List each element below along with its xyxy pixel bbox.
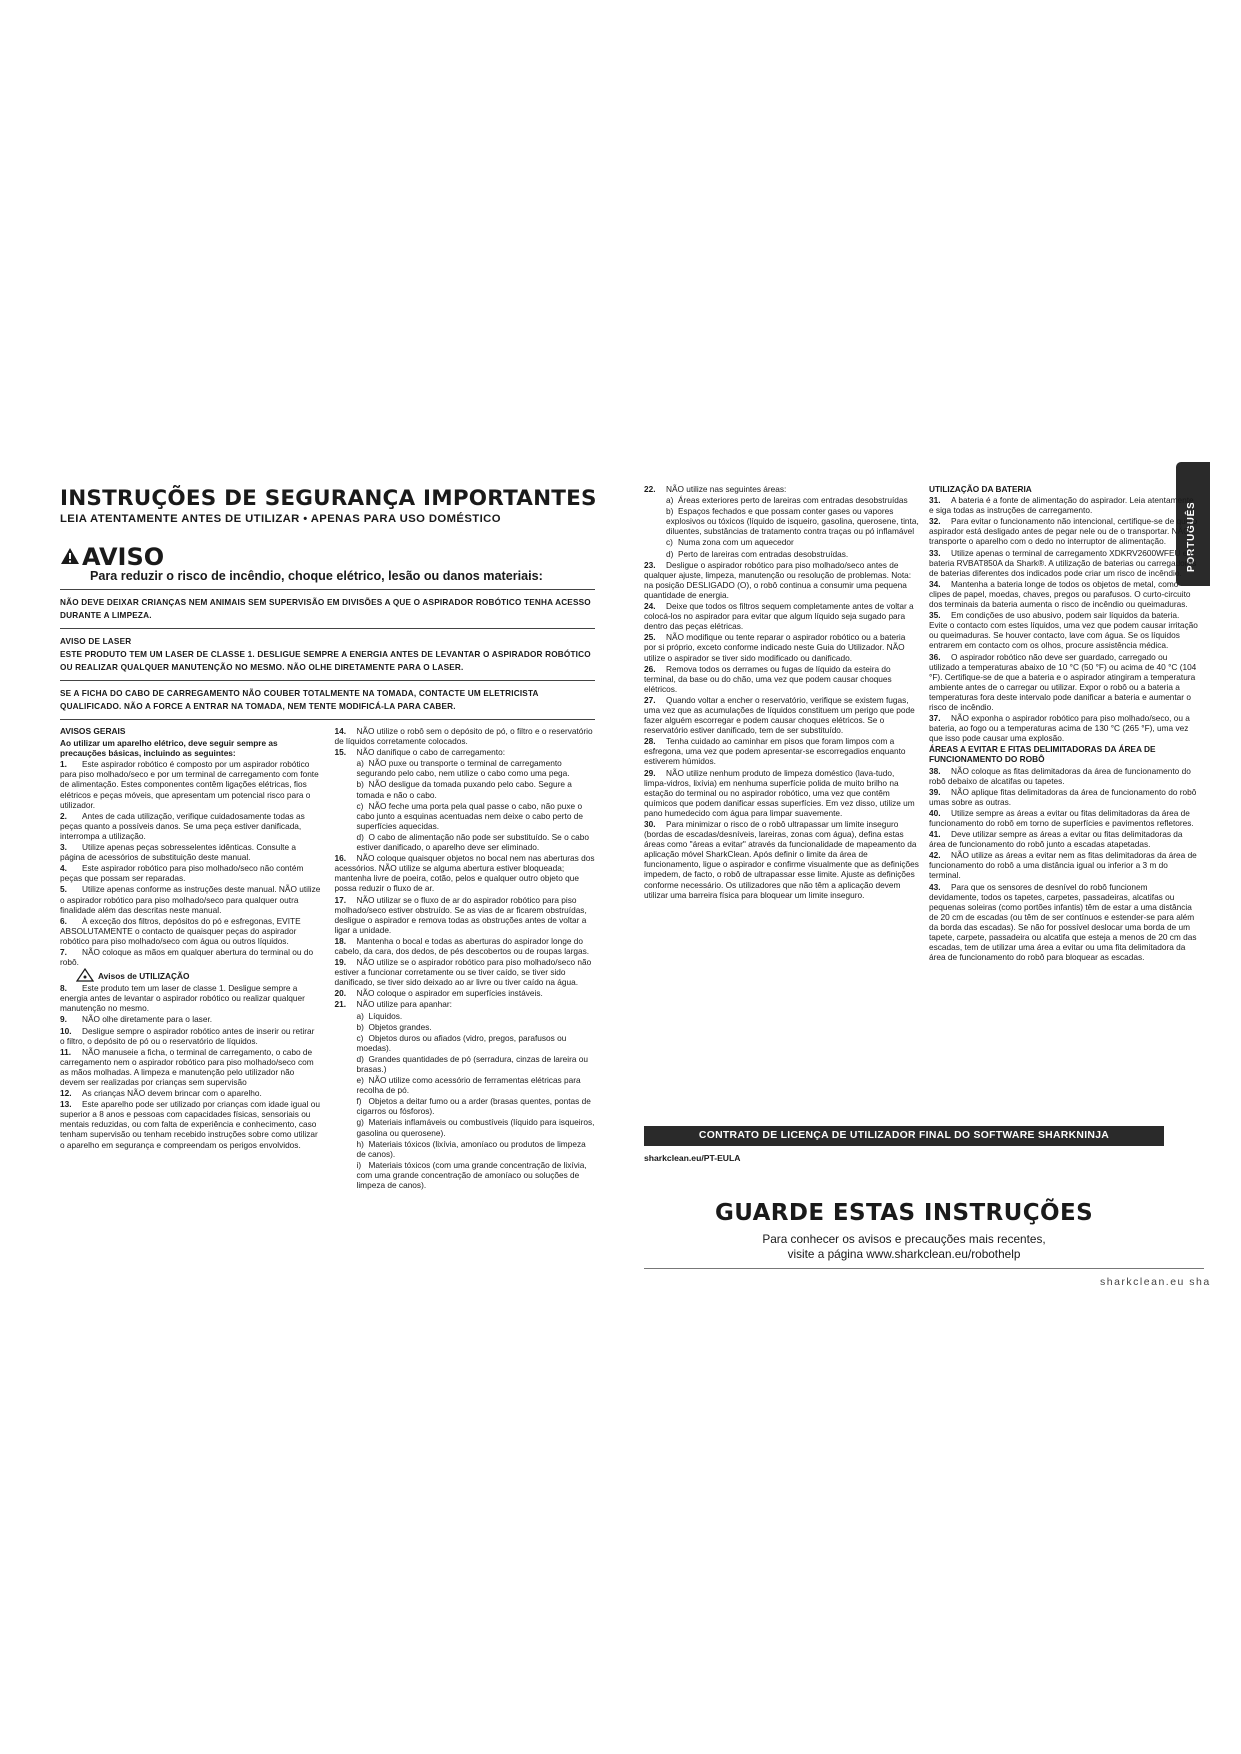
divider <box>60 680 595 681</box>
page-subtitle: LEIA ATENTAMENTE ANTES DE UTILIZAR • APENAS PARA USO DOMÉSTICO <box>60 513 501 525</box>
list-subitem: a) Líquidos. <box>356 1010 403 1021</box>
list-subitem: d) Grandes quantidades de pó (serradura, cinzas de lareira ou brasas.) <box>356 1053 589 1074</box>
list-subitem: i) Materiais tóxicos (com uma grande concentração de lixívia, com uma grande concentração de amoníaco ou soluções de limpeza de canos). <box>356 1159 587 1191</box>
general-intro: Ao utilizar um aparelho elétrico, deve seguir sempre as precauções básicas, incluindo as seguintes: <box>60 738 278 759</box>
list-item: 25. NÃO modifique ou tente reparar o aspirador robótico ou a bateria por si próprio, exceto conforme indicado neste Guia do Utilizador. NÃO utilize o aspirador se tiver sido modificado ou danificado. <box>644 632 906 663</box>
list-subitem: c) Numa zona com um aquecedor <box>666 537 794 548</box>
list-item: 31. A bateria é a fonte de alimentação do aspirador. Leia atentamente e siga todas as instruções de carregamento. <box>929 495 1194 516</box>
list-item: 6. À exceção dos filtros, depósitos do pó e esfregonas, EVITE ABSOLUTAMENTE o contacto de quaisquer peças do aspirador robótico para piso molhado/seco com água ou outros líquidos. <box>60 915 301 946</box>
supervision-notice: NÃO DEVE DEIXAR CRIANÇAS NEM ANIMAIS SEM SUPERVISÃO EM DIVISÕES A QUE O ASPIRADOR ROBÓTICO TENHA ACESSO DURANTE A LIMPEZA. <box>60 598 591 620</box>
language-tab-label: PORTUGUÊS <box>1186 501 1197 572</box>
battery-heading: UTILIZAÇÃO DA BATERIA <box>929 484 1032 494</box>
list-item: 34. Mantenha a bateria longe de todos os objetos de metal, como clipes de papel, moedas, chaves, pregos ou parafusos. O curto-circuito dos terminais da bateria aumenta o risco de incêndio ou queimaduras. <box>929 578 1191 610</box>
warning-heading <box>60 543 595 571</box>
list-item: 11. NÃO manuseie a ficha, o terminal de carregamento, o cabo de carregamento nem o aspirador robótico para piso molhado/seco com as mãos molhadas. A limpeza e manutenção pelo utilizador não devem ser realizadas por crianças sem supervisão <box>60 1046 314 1087</box>
list-item: 33. Utilize apenas o terminal de carregamento XDKRV2600WFEU e a bateria RVBAT850A da Shark®. A utilização de baterias ou carregadores de baterias diferentes dos indicados pode criar um risco de incêndio. <box>929 547 1197 578</box>
list-subitem: b) Objetos grandes. <box>356 1021 432 1032</box>
list-item: 35. Em condições de uso abusivo, podem sair líquidos da bateria. Evite o contacto com estes líquidos, uma vez que podem causar irritação ou queimaduras. Se houver contacto, lave com água. Se os líquidos entrarem em contacto com os olhos, procure assistência médica. <box>929 610 1198 651</box>
list-subitem: e) NÃO utilize como acessório de ferramentas elétricas para recolha de pó. <box>356 1075 581 1096</box>
list-item: 16. NÃO coloque quaisquer objetos no bocal nem nas aberturas dos acessórios. NÃO utilize se alguma abertura estiver bloqueada; mantenha livre de poeira, cotão, pelos e qualquer outro objeto que possa reduzir o fluxo de ar. <box>334 853 595 894</box>
list-item: 40. Utilize sempre as áreas a evitar ou fitas delimitadoras da área de funcionamento do robô em torno de superfícies e pavimentos refletores. <box>929 807 1194 828</box>
laser-text: ESTE PRODUTO TEM UM LASER DE CLASSE 1. DESLIGUE SEMPRE A ENERGIA ANTES DE LEVANTAR O ASPIRADOR ROBÓTICO OU REALIZAR QUALQUER MANUTENÇÃO NO MESMO. NÃO OLHE DIRETAMENTE PARA O LASER. <box>60 650 591 672</box>
plug-notice: SE A FICHA DO CABO DE CARREGAMENTO NÃO COUBER TOTALMENTE NA TOMADA, CONTACTE UM ELETRICISTA QUALIFICADO. NÃO A FORCE A ENTRAR NA TOMADA, NEM TENTE MODIFICÁ-LA PARA CABER. <box>60 689 539 711</box>
list-subitem: d) O cabo de alimentação não pode ser substituído. Se o cabo estiver danificado, o aparelho deve ser eliminado. <box>356 831 589 853</box>
divider <box>60 719 595 720</box>
list-subitem: c) NÃO feche uma porta pela qual passe o cabo, não puxe o cabo junto a esquinas acentuadas nem deixe o cabo perto de superfícies aquecidas. <box>356 800 583 831</box>
list-item: 21. NÃO utilize para apanhar: <box>334 999 452 1010</box>
divider <box>644 1268 1204 1269</box>
list-item: 8. Este produto tem um laser de classe 1. Desligue sempre a energia antes de levantar o aspirador robótico ou realizar qualquer manutenção no mesmo. <box>60 983 305 1014</box>
areas-heading: ÁREAS A EVITAR E FITAS DELIMITADORAS DA ÁREA DE FUNCIONAMENTO DO ROBÔ <box>929 744 1156 765</box>
list-item: 24. Deixe que todos os filtros sequem completamente antes de voltar a colocá-los no aspirador para evitar que algum líquido seja sugado para dentro das peças elétricas. <box>644 601 914 632</box>
laser-notice <box>60 635 595 674</box>
list-item: 36. O aspirador robótico não deve ser guardado, carregado ou utilizado a temperaturas abaixo de 10 °C (50 °F) ou acima de 40 °C (104 °F). Certifique-se de que a bateria e o aspirador atingiram a temperatura ambiente antes de o carregar ou utilizar. Expor o robô ou a bateria a temperaturas fora deste intervalo pode danificar a bateria e aumentar o risco de incêndio. <box>929 651 1197 712</box>
list-item: 7. NÃO coloque as mãos em qualquer abertura do terminal ou do robô. <box>60 946 314 968</box>
list-item: 5. Utilize apenas conforme as instruções deste manual. NÃO utilize o aspirador robótico para piso molhado/seco para qualquer outra finalidade além das descritas neste manual. <box>60 884 321 915</box>
laser-warning-icon <box>76 968 94 982</box>
warning-word: AVISO <box>82 543 165 571</box>
page-title: INSTRUÇÕES DE SEGURANÇA IMPORTANTES <box>60 486 597 511</box>
keep-instructions-title: GUARDE ESTAS INSTRUÇÕES <box>714 1200 1094 1226</box>
list-item: 17. NÃO utilizar se o fluxo de ar do aspirador robótico para piso molhado/seco estiver obstruído. Se as vias de ar ficarem obstruídas, desligue o aspirador e remova todas as obstruções antes de voltar a ligar a unidade. <box>334 894 587 935</box>
warning-triangle-icon <box>60 547 80 565</box>
general-heading: AVISOS GERAIS <box>60 726 126 736</box>
list-item: 15. NÃO danifique o cabo de carregamento: <box>334 747 506 758</box>
left-page <box>60 486 595 1191</box>
right-page <box>644 484 1204 963</box>
list-subitem: a) NÃO puxe ou transporte o terminal de carregamento segurando pelo cabo, nem utilize o cabo como uma pega. <box>356 758 570 779</box>
list-item: 12. As crianças NÃO devem brincar com o aparelho. <box>60 1088 262 1099</box>
battery-column <box>929 484 1199 963</box>
list-subitem: c) Objetos duros ou afiados (vidro, pregos, parafusos ou moedas). <box>356 1032 567 1053</box>
list-subitem: b) Espaços fechados e que possam conter gases ou vapores explosivos ou tóxicos (líquido de isqueiro, gasolina, querosene, tinta, diluentes, substâncias de tratamento contra traças ou pó inflamável <box>666 506 919 537</box>
warnings-column-2 <box>335 726 596 1191</box>
list-item: 4. Este aspirador robótico para piso molhado/seco não contém peças que possam ser reparadas. <box>60 863 304 884</box>
list-item: 9. NÃO olhe diretamente para o laser. <box>60 1014 213 1025</box>
list-item: 27. Quando voltar a encher o reservatório, verifique se existem fugas, uma vez que as acumulações de líquidos constituem um perigo que pode fazer alguém escorregar e podem causar choques elétricos. Se o reservatório estiver danificado, tem de ser substituído. <box>644 694 915 736</box>
laser-heading: AVISO DE LASER <box>60 637 132 646</box>
list-item: 1. Este aspirador robótico é composto por um aspirador robótico para piso molhado/seco e por um terminal de carregamento com fonte de alimentação. Estes componentes contêm ligações elétricas, fios elétricos e peças móveis, que apresentam um potencial risco para o utilizador. <box>60 759 319 810</box>
list-item: 29. NÃO utilize nenhum produto de limpeza doméstico (lava-tudo, limpa-vidros, lixívia) em nenhuma superfície polida de muito brilho na estação do terminal ou no aspirador robótico, uma vez que contêm químicos que podem danificar essas superfícies. Em vez disso, utilize um pano humedecido com água para limpar suavemente. <box>644 767 915 818</box>
list-item: 37. NÃO exponha o aspirador robótico para piso molhado/seco, ou a bateria, ao fogo ou a temperaturas acima de 130 °C (265 °F), uma vez que isso pode causar uma explosão. <box>929 713 1190 744</box>
eula-link[interactable]: sharkclean.eu/PT-EULA <box>644 1153 741 1163</box>
list-item: 28. Tenha cuidado ao caminhar em pisos que foram limpos com a esfregona, uma vez que podem apresentar-se escorregadios enquanto estiverem húmidos. <box>644 736 906 767</box>
list-subitem: b) NÃO desligue da tomada puxando pelo cabo. Segure a tomada e não o cabo. <box>356 779 572 800</box>
list-item: 32. Para evitar o funcionamento não intencional, certifique-se de que o aspirador está desligado antes de pegar nele ou de o transportar. NÃO transporte o aparelho com o dedo no interruptor de alimentação. <box>929 516 1198 547</box>
eula-banner: CONTRATO DE LICENÇA DE UTILIZADOR FINAL DO SOFTWARE SHARKNINJA <box>644 1126 1164 1146</box>
list-item: 30. Para minimizar o risco de o robô ultrapassar um limite inseguro (bordas de escadas/desníveis, lareiras, zonas com água), defina estas áreas como "áreas a evitar" através da funcionalidade de mapeamento da aplicação móvel SharkClean. Após definir o limite da área de funcionamento, ligue o aspirador e confirme visualmente que as definições impedem, de facto, o robô de ultrapassar esse limite. Ajuste as definições conforme necessário. Os utilizadores que não têm a aplicação devem utilizar uma barreira física para bloquear um limite inseguro. <box>644 819 919 900</box>
divider <box>60 628 595 629</box>
footer-url: sharkclean.eu sha <box>1100 1276 1211 1288</box>
usage-heading: Avisos de UTILIZAÇÃO <box>76 968 321 982</box>
list-subitem: f) Objetos a deitar fumo ou a arder (brasas quentes, pontas de cigarros ou fósforos). <box>356 1096 591 1117</box>
list-item: 26. Remova todos os derrames ou fugas de líquido da esteira do terminal, da base ou do chão, uma vez que podem causar choques elétricos. <box>644 663 892 694</box>
list-item: 13. Este aparelho pode ser utilizado por crianças com idade igual ou superior a 8 anos e pessoas com capacidades físicas, sensoriais ou mentais reduzidas, ou com falta de experiência e conhecimento, caso tenham supervisão ou tenham recebido instruções sobre como utilizar o aparelho em segurança e compreendam os perigos envolvidos. <box>60 1099 320 1150</box>
list-subitem: h) Materiais tóxicos (lixívia, amoníaco ou produtos de limpeza de canos). <box>356 1138 586 1159</box>
list-item: 22. NÃO utilize nas seguintes áreas: <box>644 484 787 494</box>
list-item: 10. Desligue sempre o aspirador robótico antes de inserir ou retirar o filtro, o depósito de pó ou o reservatório de líquidos. <box>60 1025 315 1046</box>
keep-instructions-subtitle: Para conhecer os avisos e precauções mais recentes, visite a página www.sharkclean.eu/robothelp <box>762 1232 1046 1261</box>
general-warnings-column <box>60 726 321 1191</box>
list-item: 42. NÃO utilize as áreas a evitar nem as fitas delimitadoras da área de funcionamento do robô a uma distância igual ou inferior a 3 m do terminal. <box>929 850 1197 881</box>
warning-subtitle: Para reduzir o risco de incêndio, choque elétrico, lesão ou danos materiais: <box>90 569 543 583</box>
list-subitem: d) Perto de lareiras com entradas desobstruídas. <box>666 548 849 559</box>
warnings-column-3 <box>644 484 919 963</box>
list-item: 3. Utilize apenas peças sobresselentes idênticas. Consulte a página de acessórios de substituição deste manual. <box>60 842 296 863</box>
list-item: 20. NÃO coloque o aspirador em superfícies instáveis. <box>334 988 543 999</box>
divider <box>60 589 595 590</box>
list-item: 38. NÃO coloque as fitas delimitadoras da área de funcionamento do robô debaixo de alcatifas ou tapetes. <box>929 765 1191 786</box>
list-item: 23. Desligue o aspirador robótico para piso molhado/seco antes de qualquer ajuste, limpeza, manutenção ou resolução de problemas. Nota: na posição DESLIGADO (O), o robô continua a consumir uma pequena quantidade de energia. <box>644 559 912 600</box>
list-item: 19. NÃO utilize se o aspirador robótico para piso molhado/seco não estiver a funcionar corretamente ou se tiver caído, se tiver sido danificado, se tiver sido deixado ao ar livre ou tiver caído na água. <box>334 957 592 988</box>
list-item: 18. Mantenha o bocal e todas as aberturas do aspirador longe do cabelo, da cara, dos dedos, de pés descobertos ou de roupas largas. <box>334 935 590 956</box>
list-subitem: g) Materiais inflamáveis ou combustíveis (líquido para isqueiros, gasolina ou querosene). <box>356 1117 595 1138</box>
list-item: 41. Deve utilizar sempre as áreas a evitar ou fitas delimitadoras da área de funcionamento do robô junto a escadas atapetadas. <box>929 829 1183 850</box>
list-item: 14. NÃO utilize o robô sem o depósito de pó, o filtro e o reservatório de líquidos corretamente colocados. <box>334 726 593 747</box>
list-item: 39. NÃO aplique fitas delimitadoras da área de funcionamento do robô umas sobre as outras. <box>929 786 1197 807</box>
list-item: 43. Para que os sensores de desnível do robô funcionem devidamente, todos os tapetes, carpetes, passadeiras, alcatifas ou pequenas soleiras (como portões infantis) têm de estar a uma distância de 20 cm de escadas (ou têm de ser contínuos e estender-se para além da borda das escadas). Se não for possível deslocar uma borda de um tapete, carpete, passadeira ou alcatifa que esteja a menos de 20 cm das escadas, tem de utilizar uma área a evitar ou uma fita delimitadora da área de funcionamento do robô para bloquear as escadas. <box>929 881 1197 963</box>
list-subitem: a) Áreas exteriores perto de lareiras com entradas desobstruídas <box>666 495 908 506</box>
list-item: 2. Antes de cada utilização, verifique cuidadosamente todas as peças quanto a possíveis danos. Se uma peça estiver danificada, interrompa a utilização. <box>60 810 305 841</box>
